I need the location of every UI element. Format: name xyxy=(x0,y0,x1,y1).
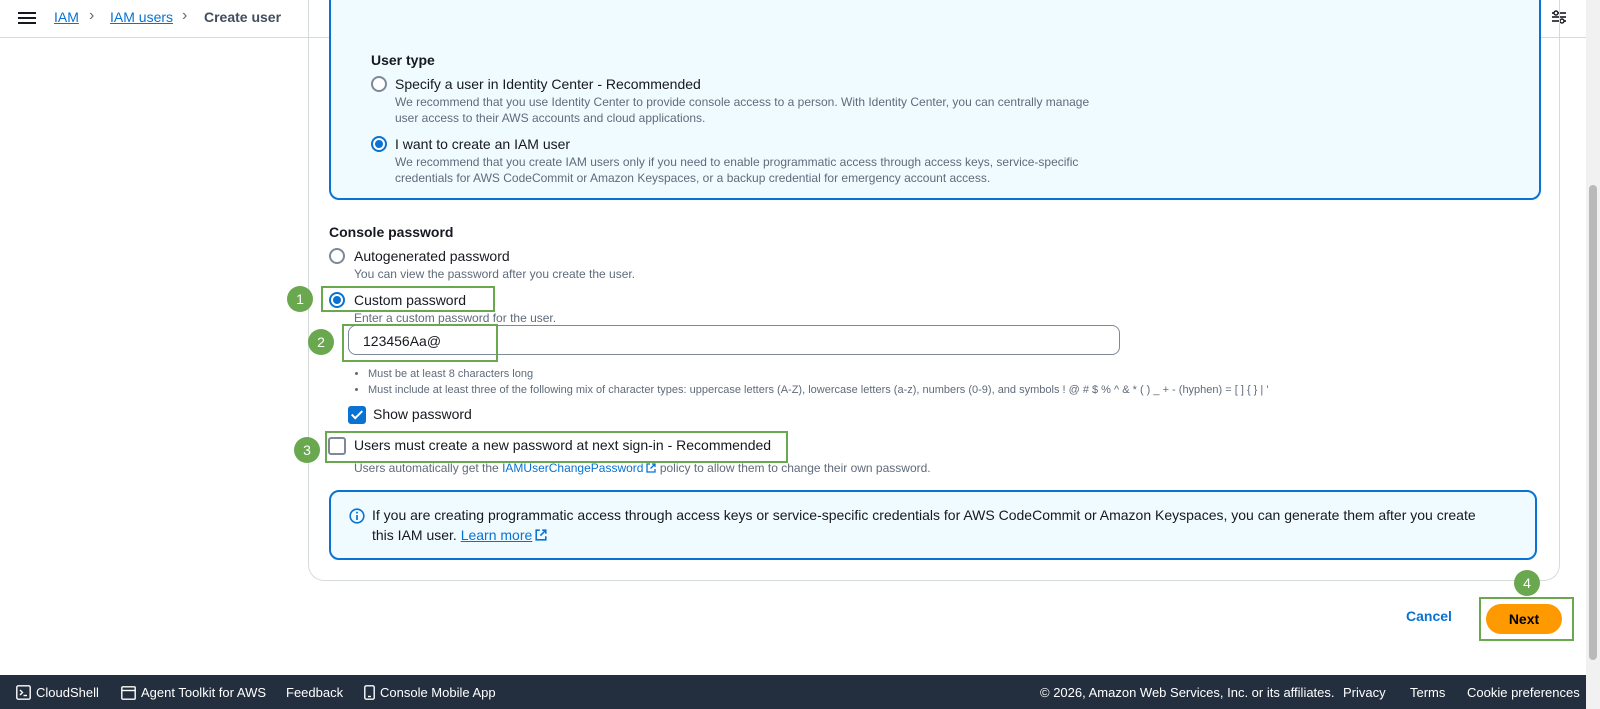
require-reset-desc-text: Users automatically get the xyxy=(354,461,503,475)
iam-user-label[interactable]: I want to create an IAM user xyxy=(395,136,571,152)
cookie-preferences-link[interactable]: Cookie preferences xyxy=(1467,685,1580,700)
console-mobile-app-label: Console Mobile App xyxy=(380,685,496,700)
scrollbar-thumb[interactable] xyxy=(1589,185,1597,660)
external-link-icon xyxy=(535,529,547,541)
autogenerated-password-desc: You can view the password after you create the user. xyxy=(354,267,636,281)
iam-user-desc-line2: credentials for AWS CodeCommit or Amazon Keyspaces, or a backup credential for emergency account access. xyxy=(395,171,991,185)
identity-center-desc-line2: user access to their AWS accounts and cloud applications. xyxy=(395,111,706,125)
annotation-box xyxy=(325,431,788,463)
agent-toolkit-button[interactable] xyxy=(121,685,266,700)
identity-center-label[interactable]: Specify a user in Identity Center - Recommended xyxy=(395,76,701,92)
info-text: If you are creating programmatic access through access keys or service-specific credentials for AWS CodeCommit or Amazon Keyspaces, you can generate them after you create this IAM user. xyxy=(372,507,1476,543)
external-link-icon xyxy=(646,463,656,473)
console-mobile-app-link[interactable] xyxy=(364,685,496,700)
annotation-box xyxy=(342,324,498,362)
toolkit-icon xyxy=(121,686,136,700)
annotation-badge: 2 xyxy=(308,329,334,355)
require-reset-desc-text: policy to allow them to change their own password. xyxy=(656,461,931,475)
annotation-badge: 3 xyxy=(294,437,320,463)
autogenerated-password-radio[interactable] xyxy=(329,248,345,264)
password-rule: • Must include at least three of the following mix of character types: uppercase letters (A-Z), lowercase letters (a-z), numbers (0-9), and symbols ! @ # $ % ^ & * ( ) _ + - (hyphen) = [ ] { } | ' xyxy=(368,382,1268,398)
password-rule: • Must be at least 8 characters long xyxy=(368,366,1268,382)
require-reset-label[interactable]: Users must create a new password at next sign-in - Recommended xyxy=(354,437,772,453)
privacy-link[interactable]: Privacy xyxy=(1343,685,1386,700)
breadcrumb-create-user: Create user xyxy=(204,9,282,25)
copyright-text: © 2026, Amazon Web Services, Inc. or its affiliates. xyxy=(1040,685,1335,700)
learn-more-link[interactable]: Learn more xyxy=(460,527,533,543)
iam-user-radio[interactable] xyxy=(371,136,387,152)
console-password-heading: Console password xyxy=(329,224,454,240)
terminal-icon xyxy=(16,685,31,700)
custom-password-desc: Enter a custom password for the user. xyxy=(354,311,557,325)
feedback-link[interactable]: Feedback xyxy=(286,685,344,700)
identity-center-desc-line1: We recommend that you use Identity Center to provide console access to a person. With Identity Center, you can centrally manage xyxy=(395,95,1090,109)
agent-toolkit-label: Agent Toolkit for AWS xyxy=(141,685,267,700)
iam-user-change-password-link[interactable]: IAMUserChangePassword xyxy=(502,461,644,475)
annotation-badge: 1 xyxy=(287,286,313,312)
info-alert xyxy=(329,490,1537,560)
chevron-right-icon: › xyxy=(182,7,188,24)
next-button[interactable]: Next xyxy=(1486,604,1562,634)
info-icon xyxy=(349,508,365,524)
custom-password-label[interactable]: Custom password xyxy=(354,292,467,308)
mobile-phone-icon xyxy=(364,685,375,700)
identity-center-radio[interactable] xyxy=(371,76,387,92)
annotation-badge: 4 xyxy=(1514,570,1540,596)
user-type-heading: User type xyxy=(371,52,435,68)
show-password-label[interactable]: Show password xyxy=(373,406,472,422)
custom-password-input[interactable]: 123456Aa@ xyxy=(348,325,1120,355)
show-password-checkbox[interactable] xyxy=(348,406,366,424)
iam-user-desc-line1: We recommend that you create IAM users only if you need to enable programmatic access through access keys, service-specific xyxy=(395,155,1079,169)
cloudshell-button[interactable] xyxy=(16,685,99,700)
cancel-button[interactable]: Cancel xyxy=(1406,608,1452,624)
cloudshell-label: CloudShell xyxy=(36,685,99,700)
autogenerated-password-label[interactable]: Autogenerated password xyxy=(354,248,510,264)
info-message xyxy=(372,505,1492,545)
annotation-box xyxy=(1479,597,1574,641)
breadcrumb-iam-users[interactable]: IAM users xyxy=(110,9,174,25)
annotation-box xyxy=(321,286,495,312)
menu-icon[interactable] xyxy=(18,9,36,27)
password-rules-list xyxy=(356,366,1268,398)
terms-link[interactable]: Terms xyxy=(1410,685,1446,700)
footer xyxy=(0,675,1586,709)
breadcrumb-iam[interactable]: IAM xyxy=(54,9,79,25)
chevron-right-icon: › xyxy=(89,7,95,24)
